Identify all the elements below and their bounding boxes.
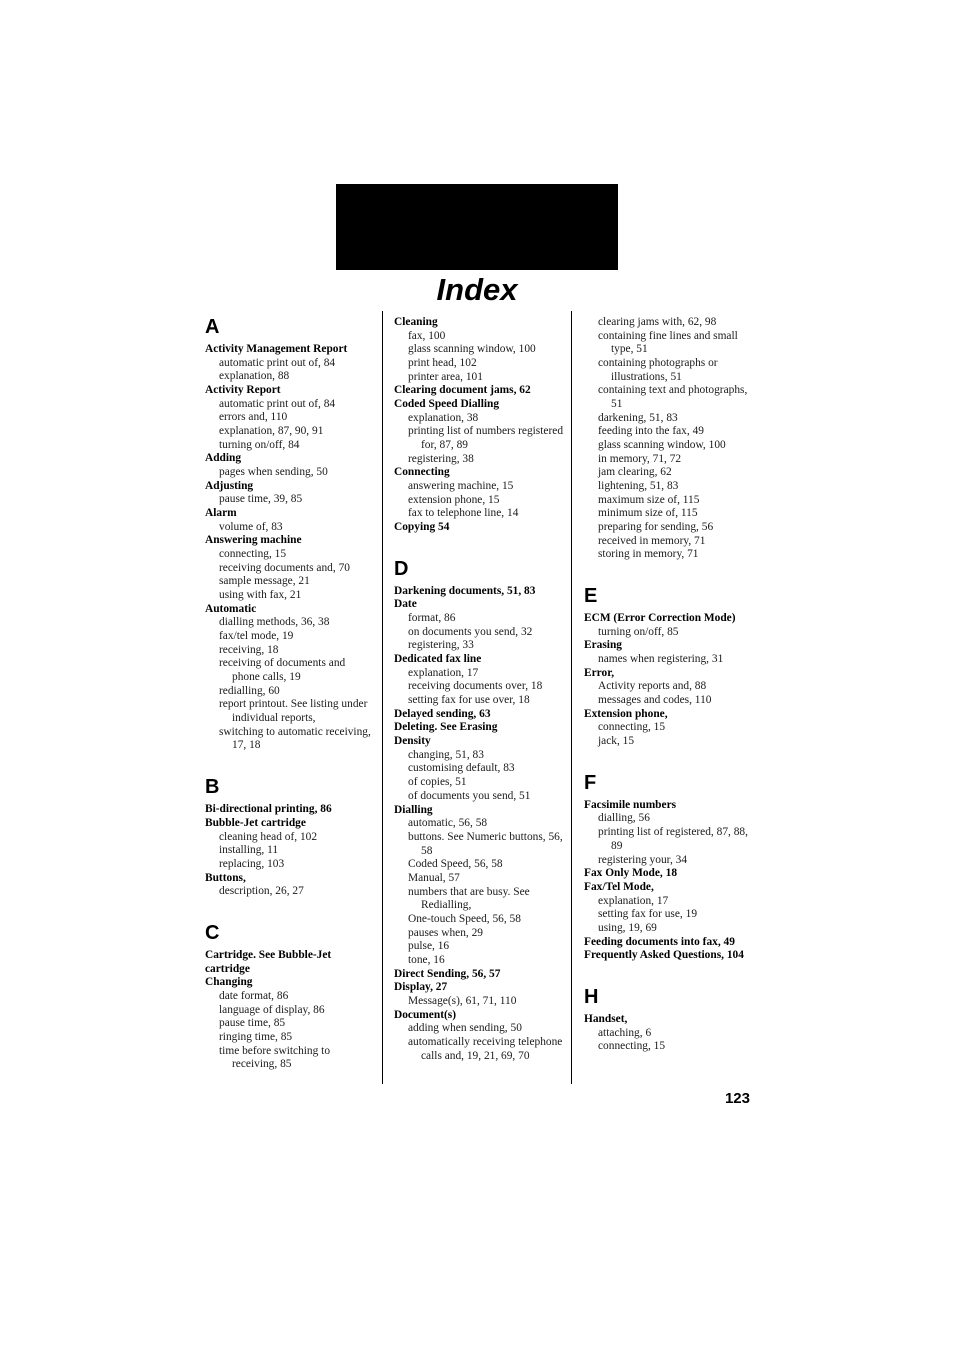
index-entry: Adjusting: [205, 479, 254, 492]
index-subentry: containing text and photographs, 51: [598, 384, 748, 411]
index-letter-heading: E: [584, 585, 598, 608]
index-subentry: receiving documents over, 18: [408, 680, 543, 693]
index-subentry: language of display, 86: [219, 1003, 325, 1016]
index-subentry: connecting, 15: [598, 1040, 666, 1053]
index-letter-heading: H: [584, 985, 599, 1008]
index-subentry: buttons. See Numeric buttons, 56, 58: [408, 830, 563, 857]
index-entry: Buttons,: [205, 871, 246, 884]
index-subentry: turning on/off, 85: [598, 625, 679, 638]
index-group: [394, 316, 566, 535]
index-subentry: explanation, 17: [408, 666, 479, 679]
index-entry: Cleaning: [394, 316, 438, 328]
index-subentry: fax to telephone line, 14: [408, 507, 519, 520]
index-entry: Automatic: [205, 602, 257, 615]
index-subentry: of documents you send, 51: [408, 789, 531, 802]
index-subentry: jam clearing, 62: [598, 466, 672, 479]
index-subentry: feeding into the fax, 49: [598, 425, 704, 438]
index-subentry: clearing jams with, 62, 98: [598, 316, 717, 328]
index-entry: Fax Only Mode, 18: [584, 867, 678, 880]
index-subentry: explanation, 88: [219, 370, 290, 383]
index-entry: Display, 27: [394, 981, 448, 994]
index-entry: Handset,: [584, 1012, 628, 1025]
index-entry: Fax/Tel Mode,: [584, 880, 654, 893]
index-group: [584, 316, 756, 562]
title-band: [336, 184, 618, 270]
index-entry: Feeding documents into fax, 49: [584, 935, 735, 948]
index-subentry: on documents you send, 32: [408, 625, 533, 638]
index-subentry: switching to automatic receiving, 17, 18: [219, 725, 371, 752]
index-group: [394, 557, 566, 1064]
index-subentry: minimum size of, 115: [598, 507, 698, 520]
index-group: [205, 775, 373, 899]
index-subentry: tone, 16: [408, 953, 445, 966]
index-subentry: replacing, 103: [219, 857, 285, 870]
page-title: Index: [436, 272, 518, 307]
index-subentry: using with fax, 21: [219, 589, 302, 602]
index-subentry: installing, 11: [219, 844, 279, 857]
index-subentry: changing, 51, 83: [408, 748, 484, 761]
index-subentry: pause time, 85: [219, 1017, 286, 1030]
index-subentry: using, 19, 69: [598, 921, 657, 934]
index-entry: Connecting: [394, 466, 450, 479]
index-subentry: Message(s), 61, 71, 110: [408, 994, 517, 1007]
index-subentry: format, 86: [408, 612, 456, 625]
index-subentry: dialling, 56: [598, 812, 650, 825]
index-entry: Delayed sending, 63: [394, 707, 491, 720]
index-group: [205, 315, 373, 753]
index-subentry: receiving of documents and phone calls, 19: [219, 657, 346, 684]
index-entry: Facsimile numbers: [584, 798, 677, 811]
index-subentry: automatically receiving telephone calls and, 19, 21, 69, 70: [408, 1035, 563, 1062]
index-subentry: received in memory, 71: [598, 534, 706, 547]
index-letter-heading: F: [584, 771, 597, 794]
index-entry: ECM (Error Correction Mode): [584, 612, 736, 625]
index-entry: Activity Report: [205, 384, 281, 397]
index-subentry: glass scanning window, 100: [408, 343, 536, 356]
index-subentry: report printout. See listing under individual reports,: [219, 698, 368, 725]
index-column-2: [394, 316, 566, 1085]
index-subentry: connecting, 15: [219, 548, 287, 561]
index-subentry: customising default, 83: [408, 762, 515, 775]
index-subentry: names when registering, 31: [598, 653, 724, 666]
index-letter-heading: B: [205, 776, 220, 799]
index-entry: Copying 54: [394, 521, 450, 534]
index-subentry: errors and, 110: [219, 411, 288, 424]
index-subentry: preparing for sending, 56: [598, 521, 714, 534]
index-subentry: lightening, 51, 83: [598, 480, 679, 493]
index-subentry: pages when sending, 50: [219, 466, 328, 479]
index-subentry: cleaning head of, 102: [219, 830, 318, 843]
index-subentry: ringing time, 85: [219, 1030, 293, 1043]
index-group: [205, 921, 373, 1072]
index-subentry: fax, 100: [408, 329, 446, 342]
index-entry: Date: [394, 598, 417, 611]
index-letter-heading: D: [394, 557, 409, 580]
page-number: 123: [724, 1090, 750, 1107]
index-column-1: [205, 316, 373, 1094]
index-letter-heading: A: [205, 316, 220, 338]
index-subentry: explanation, 17: [598, 894, 669, 907]
index-subentry: Coded Speed, 56, 58: [408, 858, 503, 871]
index-entry: Erasing: [584, 639, 622, 652]
index-subentry: explanation, 38: [408, 411, 479, 424]
index-subentry: adding when sending, 50: [408, 1022, 522, 1035]
index-subentry: automatic, 56, 58: [408, 817, 488, 830]
index-subentry: dialling methods, 36, 38: [219, 616, 330, 629]
index-subentry: sample message, 21: [219, 575, 310, 588]
index-entry: Adding: [205, 452, 242, 465]
index-subentry: extension phone, 15: [408, 493, 500, 506]
index-subentry: receiving, 18: [219, 643, 279, 656]
index-subentry: numbers that are busy. See Redialling,: [408, 885, 530, 912]
index-subentry: Manual, 57: [408, 871, 460, 884]
index-subentry: messages and codes, 110: [598, 694, 712, 707]
index-subentry: print head, 102: [408, 357, 477, 370]
index-subentry: containing photographs or illustrations, 51: [598, 357, 718, 383]
index-subentry: of copies, 51: [408, 776, 467, 789]
index-entry: Coded Speed Dialling: [394, 398, 500, 411]
index-subentry: fax/tel mode, 19: [219, 630, 294, 643]
index-column-3: [584, 316, 756, 1076]
column-divider: [382, 311, 383, 1084]
index-entry: Deleting. See Erasing: [394, 721, 498, 734]
index-entry: Direct Sending, 56, 57: [394, 967, 501, 980]
index-entry: Error,: [584, 666, 615, 679]
index-subentry: pause time, 39, 85: [219, 493, 303, 506]
index-subentry: automatic print out of, 84: [219, 397, 336, 410]
index-subentry: pulse, 16: [408, 940, 450, 953]
index-entry: Dialling: [394, 803, 433, 816]
index-subentry: registering your, 34: [598, 853, 688, 866]
index-entry: Frequently Asked Questions, 104: [584, 949, 744, 962]
index-subentry: registering, 38: [408, 452, 474, 465]
index-subentry: turning on/off, 84: [219, 438, 300, 451]
index-subentry: connecting, 15: [598, 721, 666, 734]
index-entry: Activity Management Report: [205, 343, 348, 355]
index-subentry: printing list of numbers registered for, 87, 89: [408, 425, 564, 452]
index-letter-heading: C: [205, 921, 220, 944]
index-subentry: One-touch Speed, 56, 58: [408, 912, 521, 925]
index-subentry: time before switching to receiving, 85: [219, 1044, 331, 1071]
index-entry: Document(s): [394, 1008, 457, 1021]
index-group: [584, 771, 756, 963]
index-subentry: glass scanning window, 100: [598, 439, 726, 452]
index-entry: Answering machine: [205, 534, 302, 547]
index-subentry: answering machine, 15: [408, 480, 514, 493]
index-subentry: explanation, 87, 90, 91: [219, 425, 324, 438]
index-subentry: Activity reports and, 88: [598, 680, 707, 693]
index-entry: Bi-directional printing, 86: [205, 803, 332, 816]
index-entry: Dedicated fax line: [394, 653, 482, 666]
index-entry: Cartridge. See Bubble-Jet cartridge: [205, 948, 332, 975]
index-group: [584, 985, 756, 1054]
index-entry: Clearing document jams, 62: [394, 384, 531, 397]
index-entry: Density: [394, 735, 431, 748]
index-subentry: pauses when, 29: [408, 926, 483, 939]
index-subentry: in memory, 71, 72: [598, 452, 682, 465]
index-subentry: attaching, 6: [598, 1026, 652, 1039]
index-subentry: storing in memory, 71: [598, 548, 699, 561]
index-subentry: darkening, 51, 83: [598, 411, 678, 424]
index-subentry: receiving documents and, 70: [219, 561, 350, 574]
index-subentry: automatic print out of, 84: [219, 356, 336, 369]
index-subentry: description, 26, 27: [219, 885, 304, 898]
index-entry: Bubble-Jet cartridge: [205, 816, 306, 829]
index-subentry: maximum size of, 115: [598, 493, 700, 506]
index-entry: Extension phone,: [584, 707, 668, 720]
index-subentry: setting fax for use, 19: [598, 908, 698, 921]
index-subentry: redialling, 60: [219, 684, 280, 697]
index-subentry: printer area, 101: [408, 370, 483, 383]
index-entry: Darkening documents, 51, 83: [394, 584, 536, 597]
index-subentry: date format, 86: [219, 989, 289, 1002]
index-subentry: volume of, 83: [219, 520, 283, 533]
index-subentry: printing list of registered, 87, 88, 89: [598, 826, 748, 852]
index-subentry: registering, 33: [408, 639, 474, 652]
index-entry: Alarm: [205, 507, 237, 520]
index-subentry: jack, 15: [598, 735, 635, 748]
index-subentry: containing fine lines and small type, 51: [598, 329, 738, 356]
index-group: [584, 584, 756, 749]
index-entry: Changing: [205, 976, 253, 989]
column-divider: [571, 311, 572, 1084]
index-subentry: setting fax for use over, 18: [408, 694, 530, 707]
